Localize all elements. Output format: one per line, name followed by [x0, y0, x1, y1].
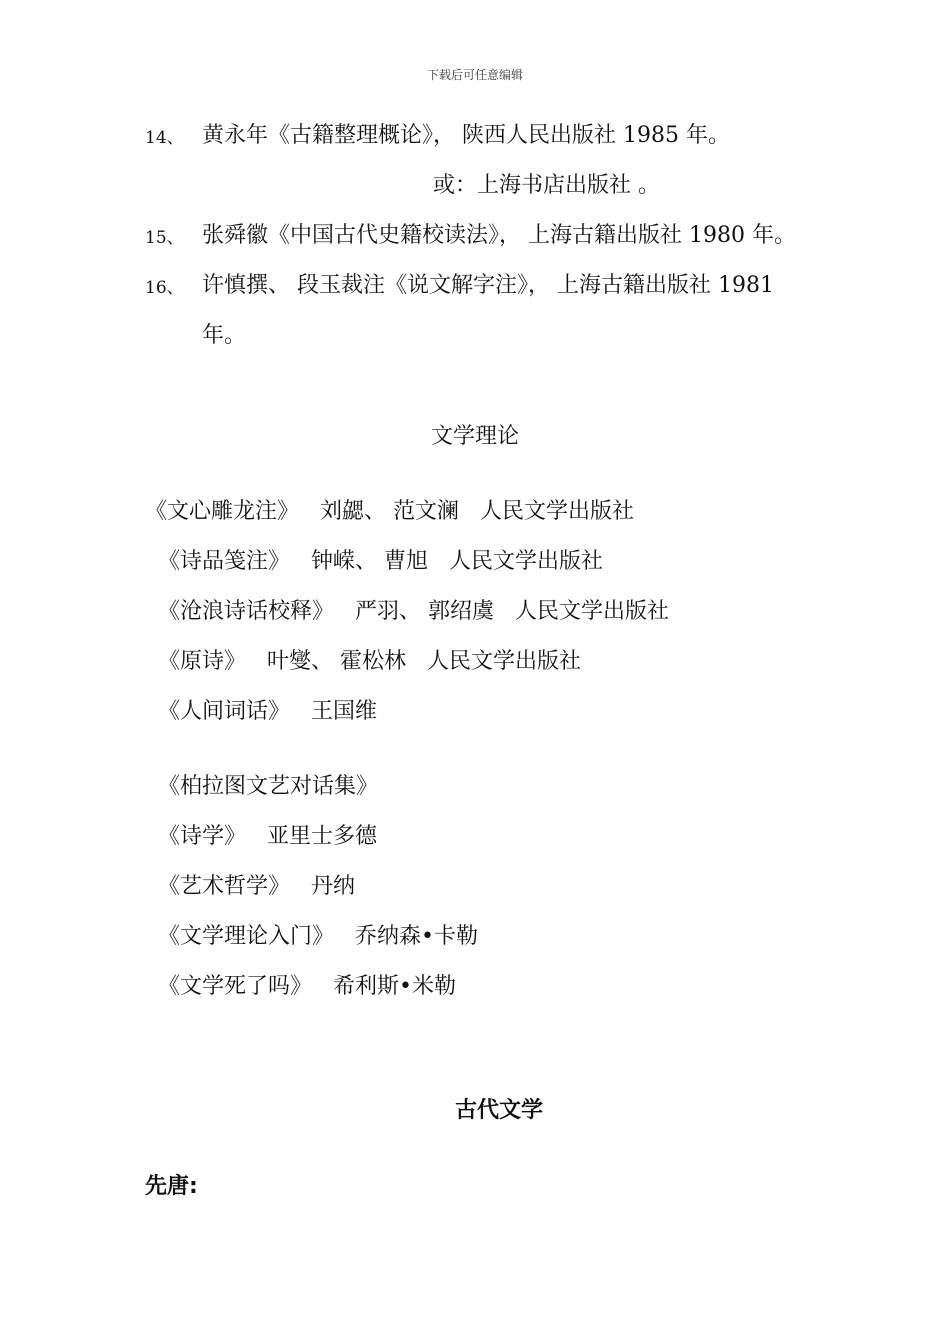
theory-item-5: 《人间词话》 王国维 — [158, 699, 377, 724]
theory-item-9: 《文学理论入门》 乔纳森•卡勒 — [158, 924, 478, 949]
theory-item-6: 《柏拉图文艺对话集》 — [158, 774, 379, 799]
theory-item-7: 《诗学》 亚里士多德 — [158, 824, 377, 849]
ref-number-16: 16、 — [145, 278, 184, 298]
ref-number-15: 15、 — [145, 228, 184, 248]
ref-number-14: 14、 — [145, 128, 184, 148]
section-title-ancient-literature: 古代文学 — [454, 1098, 543, 1123]
theory-item-3: 《沧浪诗话校释》 严羽、 郭绍虞 人民文学出版社 — [158, 599, 669, 624]
ref-continuation-16: 年。 — [202, 323, 247, 348]
ref-continuation-14: 或：上海书店出版社 。 — [433, 173, 660, 198]
theory-item-8: 《艺术哲学》 丹纳 — [158, 874, 355, 899]
theory-item-2: 《诗品笺注》 钟嵘、 曹旭 人民文学出版社 — [158, 549, 603, 574]
theory-item-4: 《原诗》 叶燮、 霍松林 人民文学出版社 — [158, 649, 581, 674]
ref-text-14: 黄永年《古籍整理概论》， 陕西人民出版社 1985 年。 — [202, 123, 730, 148]
section-title-literary-theory: 文学理论 — [430, 424, 519, 449]
ref-text-16: 许慎撰、 段玉裁注《说文解字注》， 上海古籍出版社 1981 — [202, 273, 774, 298]
ref-text-15: 张舜徽《中国古代史籍校读法》， 上海古籍出版社 1980 年。 — [202, 223, 796, 248]
subsection-pre-tang: 先唐: — [145, 1174, 198, 1199]
page-header: 下载后可任意编辑 — [426, 68, 523, 82]
theory-item-1: 《文心雕龙注》 刘勰、 范文澜 人民文学出版社 — [145, 499, 634, 524]
theory-item-10: 《文学死了吗》 希利斯•米勒 — [158, 974, 456, 999]
